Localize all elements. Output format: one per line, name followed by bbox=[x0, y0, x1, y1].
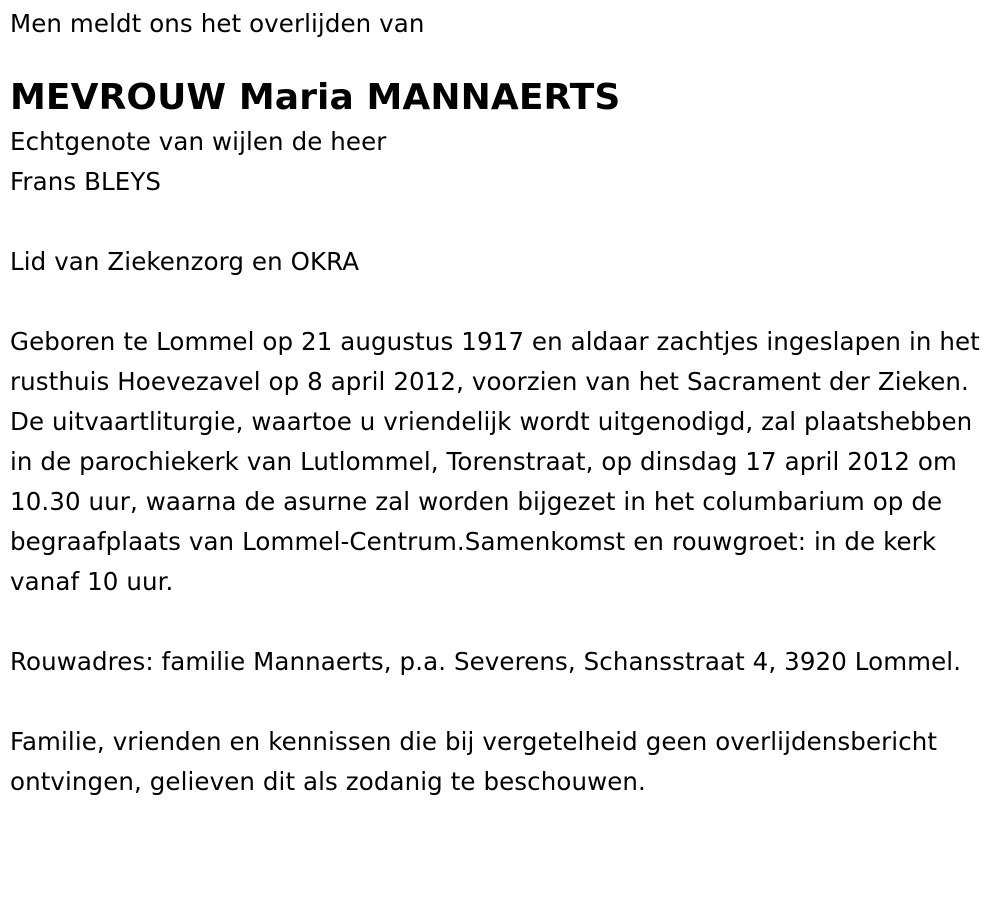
birth-death-paragraph: Geboren te Lommel op 21 augustus 1917 en aldaar zachtjes ingeslapen in het rusthuis Hoevezavel op 8 april 2012, voorzien van het Sacrament der Zieken. bbox=[10, 327, 980, 396]
intro-text: Men meldt ons het overlijden van bbox=[10, 9, 425, 38]
spacer bbox=[10, 602, 995, 642]
closing-paragraph: Familie, vrienden en kennissen die bij vergetelheid geen overlijdensbericht ontvingen, gelieven dit als zodanig te beschouwen. bbox=[10, 727, 938, 796]
spouse-name: Frans BLEYS bbox=[10, 167, 162, 196]
funeral-paragraph: De uitvaartliturgie, waartoe u vriendelijk wordt uitgenodigd, zal plaatshebben in de parochiekerk van Lutlommel, Torenstraat, op dinsdag 17 april 2012 om 10.30 uur, waarna de asurne zal worden bijgezet in het columbarium op de begraafplaats van Lommel-Centrum.Samenkomst en rouwgroet: in de kerk vanaf 10 uur. bbox=[10, 407, 973, 596]
address-paragraph: Rouwadres: familie Mannaerts, p.a. Severens, Schansstraat 4, 3920 Lommel. bbox=[10, 647, 962, 676]
membership-text: Lid van Ziekenzorg en OKRA bbox=[10, 247, 360, 276]
spacer bbox=[10, 682, 995, 722]
death-notice bbox=[10, 4, 995, 802]
spacer bbox=[10, 282, 995, 322]
spacer bbox=[10, 202, 995, 242]
deceased-name: MEVROUW Maria MANNAERTS bbox=[10, 77, 621, 118]
spouse-line: Echtgenote van wijlen de heer bbox=[10, 127, 387, 156]
